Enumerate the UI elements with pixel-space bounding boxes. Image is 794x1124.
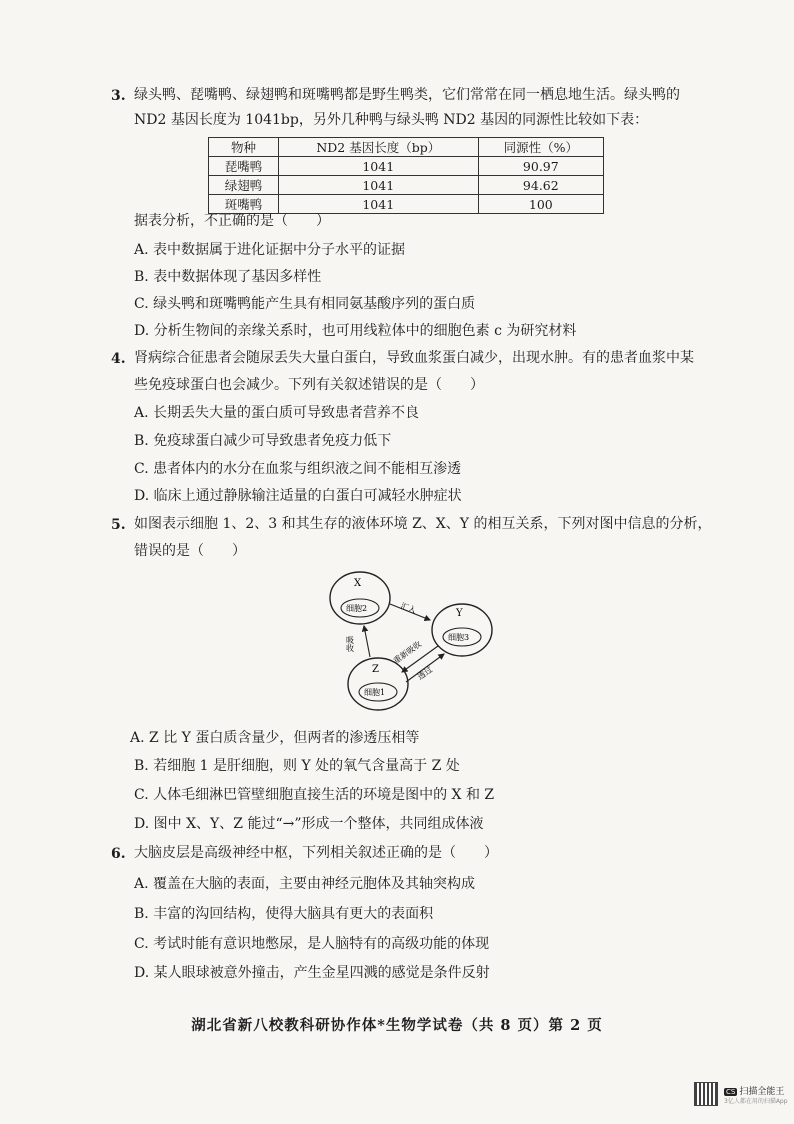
arrow-x-to-y-label: 汇入 bbox=[399, 601, 418, 616]
question-6-number: 6. bbox=[111, 846, 126, 862]
qr-code-icon bbox=[694, 1082, 718, 1106]
cell-1-label: 细胞1 bbox=[364, 688, 386, 697]
cs-logo-icon: CS bbox=[726, 1088, 736, 1096]
scanner-watermark bbox=[694, 1082, 788, 1108]
table-cell: 1041 bbox=[278, 195, 478, 214]
y-label: Y bbox=[456, 608, 463, 619]
table-cell: 100 bbox=[478, 195, 603, 214]
table-cell: 斑嘴鸭 bbox=[209, 195, 279, 214]
question-3-option-b: B. 表中数据体现了基因多样性 bbox=[134, 269, 322, 285]
table-cell: 1041 bbox=[278, 157, 478, 176]
table-row bbox=[209, 195, 604, 214]
table-header: ND2 基因长度（bp） bbox=[278, 138, 478, 157]
table-row bbox=[209, 157, 604, 176]
question-4-option-d: D. 临床上通过静脉输注适量的白蛋白可减轻水肿症状 bbox=[134, 488, 462, 504]
question-6-option-d: D. 某人眼球被意外撞击，产生金星四溅的感觉是条件反射 bbox=[134, 965, 490, 981]
z-label: Z bbox=[372, 664, 379, 675]
cell-2-label: 细胞2 bbox=[346, 604, 368, 613]
question-5-option-a: A. Z 比 Y 蛋白质含量少，但两者的渗透压相等 bbox=[130, 730, 420, 746]
scanner-subtitle: 3亿人都在用的扫描App bbox=[724, 1098, 788, 1105]
table-header: 同源性（%） bbox=[478, 138, 603, 157]
question-4-option-a: A. 长期丢失大量的蛋白质可导致患者营养不良 bbox=[134, 405, 420, 421]
question-4-line-2: 些免疫球蛋白也会减少。下列有关叙述错误的是（ ） bbox=[134, 377, 484, 393]
table-header-row bbox=[209, 138, 604, 157]
body-fluid-diagram bbox=[322, 568, 502, 714]
homology-table bbox=[208, 137, 604, 214]
question-5-option-b: B. 若细胞 1 是肝细胞，则 Y 处的氧气含量高于 Z 处 bbox=[134, 758, 460, 774]
question-3-line-2: ND2 基因长度为 1041bp，另外几种鸭与绿头鸭 ND2 基因的同源性比较如下表： bbox=[134, 112, 649, 128]
table-row bbox=[209, 176, 604, 195]
arrow-z-to-y-label: 透过 bbox=[415, 664, 435, 682]
question-6-option-a: A. 覆盖在大脑的表面，主要由神经元胞体及其轴突构成 bbox=[134, 876, 476, 892]
question-6-line-1: 大脑皮层是高级神经中枢，下列相关叙述正确的是（ ） bbox=[134, 845, 498, 861]
question-3-option-d: D. 分析生物间的亲缘关系时，也可用线粒体中的细胞色素 c 为研究材料 bbox=[134, 323, 577, 339]
question-5-option-c: C. 人体毛细淋巴管壁细胞直接生活的环境是图中的 X 和 Z bbox=[134, 787, 495, 803]
question-5-line-1: 如图表示细胞 1、2、3 和其生存的液体环境 Z、X、Y 的相互关系，下列对图中信息的分析， bbox=[134, 516, 712, 532]
question-3-option-c: C. 绿头鸭和斑嘴鸭能产生具有相同氨基酸序列的蛋白质 bbox=[134, 296, 476, 312]
question-6-option-c: C. 考试时能有意识地憋尿，是人脑特有的高级功能的体现 bbox=[134, 936, 490, 952]
x-label: X bbox=[354, 578, 362, 589]
question-3-line-1: 绿头鸭、琵嘴鸭、绿翅鸭和斑嘴鸭都是野生鸭类，它们常常在同一栖息地生活。绿头鸭的 bbox=[134, 87, 680, 103]
question-5-number: 5. bbox=[111, 517, 126, 533]
question-5-line-2: 错误的是（ ） bbox=[134, 543, 246, 559]
table-cell: 90.97 bbox=[478, 157, 603, 176]
question-5-option-d: D. 图中 X、Y、Z 能过“→”形成一个整体，共同组成体液 bbox=[134, 816, 484, 832]
question-4-option-b: B. 免疫球蛋白减少可导致患者免疫力低下 bbox=[134, 433, 392, 449]
arrow-z-to-x bbox=[364, 626, 370, 657]
question-4-option-c: C. 患者体内的水分在血浆与组织液之间不能相互渗透 bbox=[134, 461, 462, 477]
scanner-brand-text: 扫描全能王 bbox=[739, 1087, 785, 1097]
question-3-number: 3. bbox=[111, 88, 126, 104]
arrow-y-to-z-label: 重新吸收 bbox=[391, 639, 424, 666]
question-4-line-1: 肾病综合征患者会随尿丢失大量白蛋白，导致血浆蛋白减少，出现水肿。有的患者血浆中某 bbox=[134, 350, 694, 366]
table-cell: 琵嘴鸭 bbox=[209, 157, 279, 176]
table-cell: 94.62 bbox=[478, 176, 603, 195]
cell-3-label: 细胞3 bbox=[448, 633, 470, 642]
question-4-number: 4. bbox=[111, 351, 126, 367]
arrow-z-to-x-label: 吸收 bbox=[345, 636, 355, 652]
question-3-stem: 据表分析，不正确的是（ ） bbox=[134, 213, 330, 229]
page-footer: 湖北省新八校教科研协作体*生物学试卷（共 8 页）第 2 页 bbox=[191, 1017, 603, 1034]
table-cell: 1041 bbox=[278, 176, 478, 195]
table-cell: 绿翅鸭 bbox=[209, 176, 279, 195]
question-3-option-a: A. 表中数据属于进化证据中分子水平的证据 bbox=[134, 242, 406, 258]
table-header: 物种 bbox=[209, 138, 279, 157]
question-6-option-b: B. 丰富的沟回结构，使得大脑具有更大的表面积 bbox=[134, 906, 434, 922]
